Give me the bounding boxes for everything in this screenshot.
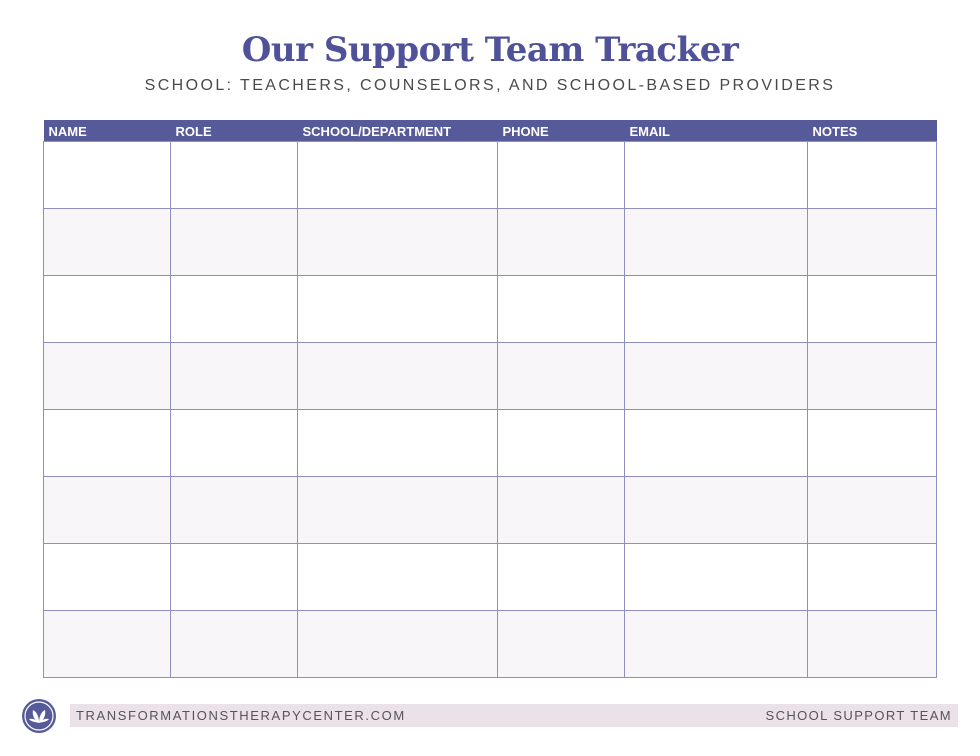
table-cell-name[interactable]: [44, 611, 171, 678]
table-row: [44, 611, 937, 678]
table-cell-role[interactable]: [171, 343, 298, 410]
table-cell-school-department[interactable]: [298, 343, 498, 410]
table-cell-phone[interactable]: [498, 477, 625, 544]
table-row: [44, 142, 937, 209]
table-cell-email[interactable]: [625, 343, 808, 410]
table-cell-school-department[interactable]: [298, 142, 498, 209]
page-title: Our Support Team Tracker: [241, 30, 739, 70]
page-subtitle: SCHOOL: TEACHERS, COUNSELORS, AND SCHOOL-BASED PROVIDERS: [144, 77, 836, 94]
table-row: [44, 544, 937, 611]
table-cell-email[interactable]: [625, 611, 808, 678]
table-cell-role[interactable]: [171, 209, 298, 276]
table-cell-role[interactable]: [171, 142, 298, 209]
table-cell-name[interactable]: [44, 544, 171, 611]
footer-website: TRANSFORMATIONSTHERAPYCENTER.COM: [76, 708, 406, 723]
table-cell-email[interactable]: [625, 142, 808, 209]
table-cell-email[interactable]: [625, 410, 808, 477]
leaf-sprout-icon: [21, 698, 57, 734]
column-header-name: NAME: [44, 120, 171, 142]
column-header-school-department: SCHOOL/DEPARTMENT: [298, 120, 498, 142]
table-cell-school-department[interactable]: [298, 209, 498, 276]
table-cell-notes[interactable]: [808, 477, 937, 544]
column-header-role: ROLE: [171, 120, 298, 142]
table-cell-role[interactable]: [171, 276, 298, 343]
table-cell-name[interactable]: [44, 142, 171, 209]
support-team-table: [43, 120, 937, 678]
table-row: [44, 477, 937, 544]
table-row: [44, 410, 937, 477]
column-header-notes: NOTES: [808, 120, 937, 142]
table-cell-email[interactable]: [625, 477, 808, 544]
footer-bar: [70, 704, 958, 727]
table-cell-name[interactable]: [44, 276, 171, 343]
table-cell-role[interactable]: [171, 611, 298, 678]
table-cell-phone[interactable]: [498, 209, 625, 276]
table-cell-email[interactable]: [625, 276, 808, 343]
table-cell-notes[interactable]: [808, 142, 937, 209]
table-cell-notes[interactable]: [808, 209, 937, 276]
table-cell-name[interactable]: [44, 343, 171, 410]
table-cell-phone[interactable]: [498, 410, 625, 477]
table-cell-notes[interactable]: [808, 544, 937, 611]
table-row: [44, 343, 937, 410]
table-cell-school-department[interactable]: [298, 276, 498, 343]
table-cell-notes[interactable]: [808, 611, 937, 678]
table-cell-email[interactable]: [625, 209, 808, 276]
table-cell-school-department[interactable]: [298, 477, 498, 544]
table-cell-role[interactable]: [171, 410, 298, 477]
table-cell-name[interactable]: [44, 477, 171, 544]
table-cell-school-department[interactable]: [298, 611, 498, 678]
table-header-row: [44, 120, 937, 142]
table-cell-notes[interactable]: [808, 343, 937, 410]
table-cell-name[interactable]: [44, 209, 171, 276]
table-cell-phone[interactable]: [498, 142, 625, 209]
table-cell-phone[interactable]: [498, 544, 625, 611]
column-header-email: EMAIL: [625, 120, 808, 142]
table-cell-name[interactable]: [44, 410, 171, 477]
table-cell-notes[interactable]: [808, 276, 937, 343]
footer-section-label: SCHOOL SUPPORT TEAM: [765, 708, 952, 723]
table-cell-phone[interactable]: [498, 343, 625, 410]
table-cell-school-department[interactable]: [298, 410, 498, 477]
table-cell-notes[interactable]: [808, 410, 937, 477]
table-cell-email[interactable]: [625, 544, 808, 611]
table-row: [44, 209, 937, 276]
table-cell-school-department[interactable]: [298, 544, 498, 611]
column-header-phone: PHONE: [498, 120, 625, 142]
table-row: [44, 276, 937, 343]
table-cell-role[interactable]: [171, 477, 298, 544]
table-cell-phone[interactable]: [498, 611, 625, 678]
table-cell-phone[interactable]: [498, 276, 625, 343]
table-cell-role[interactable]: [171, 544, 298, 611]
